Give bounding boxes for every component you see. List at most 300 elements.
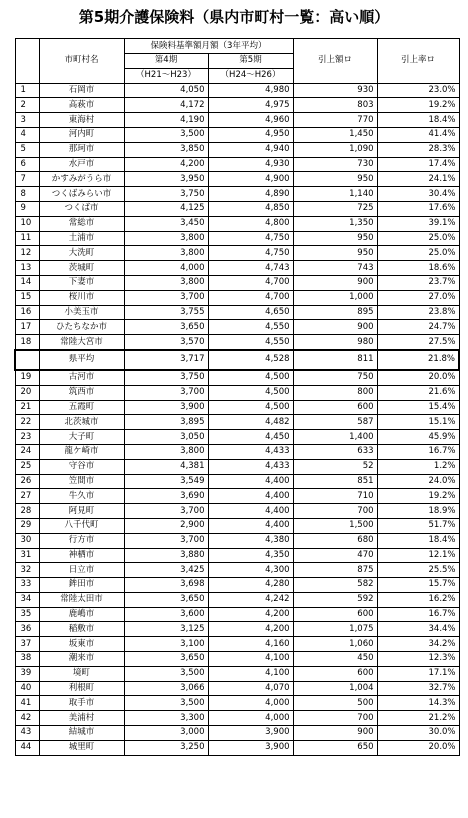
row-number: 29 xyxy=(15,518,39,533)
period4-value: 3,500 xyxy=(124,127,208,142)
row-number: 6 xyxy=(15,157,39,172)
row-number: 24 xyxy=(15,444,39,459)
period5-value: 4,400 xyxy=(208,504,293,519)
municipality-name: 土浦市 xyxy=(39,231,124,246)
period5-value: 4,550 xyxy=(208,335,293,350)
row-number: 28 xyxy=(15,504,39,519)
increase-value: 1,400 xyxy=(293,430,377,445)
row-number: 36 xyxy=(15,622,39,637)
period4-value: 4,200 xyxy=(124,157,208,172)
period5-value: 4,380 xyxy=(208,533,293,548)
municipality-name: 東海村 xyxy=(39,113,124,128)
increase-value: 587 xyxy=(293,415,377,430)
header-increase: 引上額ロ xyxy=(293,39,377,84)
rate-value: 18.9% xyxy=(377,504,459,519)
table-row xyxy=(15,305,459,320)
municipality-name: ひたちなか市 xyxy=(39,320,124,335)
row-number: 40 xyxy=(15,681,39,696)
rate-value: 20.0% xyxy=(377,740,459,755)
table-row xyxy=(15,83,459,98)
period5-value: 4,700 xyxy=(208,290,293,305)
period4-value: 3,549 xyxy=(124,474,208,489)
increase-value: 52 xyxy=(293,459,377,474)
municipality-name: 神栖市 xyxy=(39,548,124,563)
period5-value: 4,100 xyxy=(208,652,293,667)
table-row xyxy=(15,622,459,637)
period4-value: 3,250 xyxy=(124,740,208,755)
header-period4-range: （H21～H23） xyxy=(124,68,208,83)
rate-value: 18.4% xyxy=(377,113,459,128)
table-row xyxy=(15,533,459,548)
increase-value: 1,090 xyxy=(293,142,377,157)
increase-value: 700 xyxy=(293,504,377,519)
header-base-group: 保険料基準額月額（3年平均） xyxy=(124,39,293,54)
increase-value: 730 xyxy=(293,157,377,172)
period5-value: 4,433 xyxy=(208,444,293,459)
increase-value: 600 xyxy=(293,400,377,415)
municipality-name: 城里町 xyxy=(39,740,124,755)
municipality-name: 阿見町 xyxy=(39,504,124,519)
row-number: 16 xyxy=(15,305,39,320)
rate-value: 23.0% xyxy=(377,83,459,98)
period5-value: 4,433 xyxy=(208,459,293,474)
increase-value: 710 xyxy=(293,489,377,504)
period5-value: 4,160 xyxy=(208,637,293,652)
row-number: 13 xyxy=(15,261,39,276)
rate-value: 27.5% xyxy=(377,335,459,350)
row-number: 9 xyxy=(15,201,39,216)
municipality-name: 古河市 xyxy=(39,370,124,385)
municipality-name: 鉾田市 xyxy=(39,578,124,593)
period5-value: 4,400 xyxy=(208,518,293,533)
period4-value: 3,950 xyxy=(124,172,208,187)
period5-value: 4,975 xyxy=(208,98,293,113)
period5-value: 4,350 xyxy=(208,548,293,563)
municipality-name: 八千代町 xyxy=(39,518,124,533)
table-row xyxy=(15,592,459,607)
header-period5-range: （H24～H26） xyxy=(208,68,293,83)
municipality-name: 水戸市 xyxy=(39,157,124,172)
table-row xyxy=(15,489,459,504)
table-row xyxy=(15,726,459,741)
municipality-name: 五霞町 xyxy=(39,400,124,415)
rate-value: 19.2% xyxy=(377,98,459,113)
table-row xyxy=(15,142,459,157)
table-row xyxy=(15,370,459,385)
rate-value: 15.7% xyxy=(377,578,459,593)
municipality-name: 茨城町 xyxy=(39,261,124,276)
rate-value: 21.2% xyxy=(377,711,459,726)
period5-value: 4,280 xyxy=(208,578,293,593)
row-number: 25 xyxy=(15,459,39,474)
period5-value: 4,400 xyxy=(208,474,293,489)
table-row xyxy=(15,666,459,681)
period4-value: 3,066 xyxy=(124,681,208,696)
period5-value: 4,900 xyxy=(208,172,293,187)
table-row xyxy=(15,98,459,113)
row-number: 2 xyxy=(15,98,39,113)
period5-value: 4,890 xyxy=(208,187,293,202)
table-row xyxy=(15,474,459,489)
increase-value: 851 xyxy=(293,474,377,489)
row-number: 35 xyxy=(15,607,39,622)
municipality-name: 常総市 xyxy=(39,216,124,231)
period4-value: 3,450 xyxy=(124,216,208,231)
increase-value: 592 xyxy=(293,592,377,607)
period5-value: 4,850 xyxy=(208,201,293,216)
period5-value: 4,300 xyxy=(208,563,293,578)
row-number: 3 xyxy=(15,113,39,128)
table-row xyxy=(15,172,459,187)
table-row xyxy=(15,113,459,128)
municipality-name: 桜川市 xyxy=(39,290,124,305)
average-name: 県平均 xyxy=(39,350,124,370)
row-number: 41 xyxy=(15,696,39,711)
table-header xyxy=(15,39,459,84)
period5-value: 4,750 xyxy=(208,246,293,261)
row-number: 8 xyxy=(15,187,39,202)
increase-value: 750 xyxy=(293,370,377,385)
rate-value: 41.4% xyxy=(377,127,459,142)
period5-value: 3,900 xyxy=(208,740,293,755)
period5-value: 4,750 xyxy=(208,231,293,246)
period4-value: 3,800 xyxy=(124,275,208,290)
rate-value: 25.0% xyxy=(377,231,459,246)
row-number: 19 xyxy=(15,370,39,385)
table-row xyxy=(15,696,459,711)
rate-value: 23.7% xyxy=(377,275,459,290)
period5-value: 4,500 xyxy=(208,385,293,400)
row-number: 1 xyxy=(15,83,39,98)
row-number: 7 xyxy=(15,172,39,187)
increase-value: 650 xyxy=(293,740,377,755)
rate-value: 18.4% xyxy=(377,533,459,548)
page-title: 第5期介護保険料（県内市町村一覧：高い順） xyxy=(78,8,390,26)
rate-value: 45.9% xyxy=(377,430,459,445)
table-row xyxy=(15,385,459,400)
table-row xyxy=(15,415,459,430)
period4-value: 4,381 xyxy=(124,459,208,474)
rate-value: 24.7% xyxy=(377,320,459,335)
row-number: 37 xyxy=(15,637,39,652)
period5-value: 4,000 xyxy=(208,696,293,711)
period5-value: 4,482 xyxy=(208,415,293,430)
table-row xyxy=(15,681,459,696)
period4-value: 2,900 xyxy=(124,518,208,533)
municipality-name: 龍ケ崎市 xyxy=(39,444,124,459)
table-row xyxy=(15,275,459,290)
period4-value: 3,570 xyxy=(124,335,208,350)
period5-value: 4,800 xyxy=(208,216,293,231)
period5-value: 4,650 xyxy=(208,305,293,320)
increase-value: 700 xyxy=(293,711,377,726)
municipality-name: 坂東市 xyxy=(39,637,124,652)
period5-value: 4,500 xyxy=(208,370,293,385)
row-number: 12 xyxy=(15,246,39,261)
row-number: 32 xyxy=(15,563,39,578)
increase-value: 450 xyxy=(293,652,377,667)
municipality-name: 行方市 xyxy=(39,533,124,548)
period4-value: 3,800 xyxy=(124,444,208,459)
increase-value: 600 xyxy=(293,607,377,622)
period4-value: 3,600 xyxy=(124,607,208,622)
municipality-name: 稲敷市 xyxy=(39,622,124,637)
increase-value: 1,004 xyxy=(293,681,377,696)
average-period5: 4,528 xyxy=(208,350,293,370)
municipality-name: 那珂市 xyxy=(39,142,124,157)
header-municipality: 市町村名 xyxy=(39,39,124,84)
increase-value: 950 xyxy=(293,246,377,261)
rate-value: 51.7% xyxy=(377,518,459,533)
increase-value: 582 xyxy=(293,578,377,593)
average-period4: 3,717 xyxy=(124,350,208,370)
increase-value: 1,500 xyxy=(293,518,377,533)
municipality-name: 高萩市 xyxy=(39,98,124,113)
table-row xyxy=(15,504,459,519)
table-row xyxy=(15,652,459,667)
municipality-name: 鹿嶋市 xyxy=(39,607,124,622)
table-row xyxy=(15,430,459,445)
municipality-name: つくば市 xyxy=(39,201,124,216)
period5-value: 4,000 xyxy=(208,711,293,726)
period5-value: 4,242 xyxy=(208,592,293,607)
rate-value: 34.2% xyxy=(377,637,459,652)
period4-value: 3,650 xyxy=(124,592,208,607)
table-row xyxy=(15,740,459,755)
table-row xyxy=(15,711,459,726)
row-number: 31 xyxy=(15,548,39,563)
table-row xyxy=(15,231,459,246)
average-row xyxy=(15,350,459,370)
period5-value: 4,400 xyxy=(208,489,293,504)
row-number: 10 xyxy=(15,216,39,231)
table-row xyxy=(15,400,459,415)
increase-value: 470 xyxy=(293,548,377,563)
table-body-bottom xyxy=(15,370,459,755)
increase-value: 950 xyxy=(293,231,377,246)
rate-value: 15.1% xyxy=(377,415,459,430)
municipality-name: 美浦村 xyxy=(39,711,124,726)
period4-value: 3,300 xyxy=(124,711,208,726)
table-row xyxy=(15,187,459,202)
row-number: 21 xyxy=(15,400,39,415)
period4-value: 4,125 xyxy=(124,201,208,216)
period4-value: 3,895 xyxy=(124,415,208,430)
table-row xyxy=(15,335,459,350)
municipality-name: 笠間市 xyxy=(39,474,124,489)
rate-value: 28.3% xyxy=(377,142,459,157)
municipality-name: 牛久市 xyxy=(39,489,124,504)
table-row xyxy=(15,201,459,216)
municipality-name: つくばみらい市 xyxy=(39,187,124,202)
municipality-name: 石岡市 xyxy=(39,83,124,98)
rate-value: 17.1% xyxy=(377,666,459,681)
period4-value: 3,125 xyxy=(124,622,208,637)
header-period4: 第4期 xyxy=(124,54,208,69)
municipality-name: 下妻市 xyxy=(39,275,124,290)
rate-value: 24.0% xyxy=(377,474,459,489)
rate-value: 34.4% xyxy=(377,622,459,637)
average-section xyxy=(15,350,459,370)
period5-value: 4,700 xyxy=(208,275,293,290)
period5-value: 4,960 xyxy=(208,113,293,128)
average-no xyxy=(15,350,39,370)
increase-value: 875 xyxy=(293,563,377,578)
municipality-name: 筑西市 xyxy=(39,385,124,400)
period4-value: 3,650 xyxy=(124,652,208,667)
period5-value: 4,930 xyxy=(208,157,293,172)
increase-value: 1,060 xyxy=(293,637,377,652)
period5-value: 4,550 xyxy=(208,320,293,335)
increase-value: 900 xyxy=(293,320,377,335)
period5-value: 4,450 xyxy=(208,430,293,445)
period4-value: 3,750 xyxy=(124,187,208,202)
period4-value: 3,700 xyxy=(124,504,208,519)
table-row xyxy=(15,246,459,261)
row-number: 18 xyxy=(15,335,39,350)
row-number: 20 xyxy=(15,385,39,400)
table-row xyxy=(15,290,459,305)
increase-value: 930 xyxy=(293,83,377,98)
period5-value: 4,950 xyxy=(208,127,293,142)
period4-value: 4,172 xyxy=(124,98,208,113)
table-row xyxy=(15,563,459,578)
average-rate: 21.8% xyxy=(377,350,459,370)
period5-value: 4,940 xyxy=(208,142,293,157)
period4-value: 3,698 xyxy=(124,578,208,593)
table-row xyxy=(15,518,459,533)
rate-value: 32.7% xyxy=(377,681,459,696)
period5-value: 4,980 xyxy=(208,83,293,98)
rate-value: 1.2% xyxy=(377,459,459,474)
rate-value: 19.2% xyxy=(377,489,459,504)
rate-value: 17.4% xyxy=(377,157,459,172)
period5-value: 4,200 xyxy=(208,622,293,637)
period5-value: 4,743 xyxy=(208,261,293,276)
rate-value: 39.1% xyxy=(377,216,459,231)
rate-value: 21.6% xyxy=(377,385,459,400)
row-number: 44 xyxy=(15,740,39,755)
municipality-name: 北茨城市 xyxy=(39,415,124,430)
rate-value: 30.4% xyxy=(377,187,459,202)
increase-value: 680 xyxy=(293,533,377,548)
period4-value: 3,750 xyxy=(124,370,208,385)
period4-value: 3,700 xyxy=(124,290,208,305)
increase-value: 633 xyxy=(293,444,377,459)
increase-value: 1,140 xyxy=(293,187,377,202)
increase-value: 1,350 xyxy=(293,216,377,231)
rate-value: 23.8% xyxy=(377,305,459,320)
table-row xyxy=(15,444,459,459)
table-row xyxy=(15,127,459,142)
municipality-name: 利根町 xyxy=(39,681,124,696)
table-row xyxy=(15,157,459,172)
row-number: 43 xyxy=(15,726,39,741)
rate-value: 30.0% xyxy=(377,726,459,741)
municipality-name: 常陸太田市 xyxy=(39,592,124,607)
municipality-name: 守谷市 xyxy=(39,459,124,474)
rate-value: 20.0% xyxy=(377,370,459,385)
increase-value: 743 xyxy=(293,261,377,276)
municipality-name: 結城市 xyxy=(39,726,124,741)
period4-value: 3,500 xyxy=(124,666,208,681)
rate-value: 17.6% xyxy=(377,201,459,216)
rate-value: 12.3% xyxy=(377,652,459,667)
row-number: 11 xyxy=(15,231,39,246)
period4-value: 4,190 xyxy=(124,113,208,128)
municipality-name: 潮来市 xyxy=(39,652,124,667)
period4-value: 4,050 xyxy=(124,83,208,98)
row-number: 39 xyxy=(15,666,39,681)
row-number: 38 xyxy=(15,652,39,667)
municipality-name: 大子町 xyxy=(39,430,124,445)
period5-value: 4,100 xyxy=(208,666,293,681)
increase-value: 895 xyxy=(293,305,377,320)
table-row xyxy=(15,216,459,231)
period4-value: 3,000 xyxy=(124,726,208,741)
header-period5: 第5期 xyxy=(208,54,293,69)
increase-value: 900 xyxy=(293,275,377,290)
rate-value: 16.7% xyxy=(377,444,459,459)
table-row xyxy=(15,637,459,652)
period4-value: 3,880 xyxy=(124,548,208,563)
table-row xyxy=(15,578,459,593)
row-number: 5 xyxy=(15,142,39,157)
municipality-name: 常陸大宮市 xyxy=(39,335,124,350)
increase-value: 1,000 xyxy=(293,290,377,305)
period4-value: 3,690 xyxy=(124,489,208,504)
row-number: 30 xyxy=(15,533,39,548)
rate-value: 16.2% xyxy=(377,592,459,607)
rate-value: 15.4% xyxy=(377,400,459,415)
row-number: 33 xyxy=(15,578,39,593)
row-number: 17 xyxy=(15,320,39,335)
period4-value: 3,755 xyxy=(124,305,208,320)
table-row xyxy=(15,459,459,474)
header-no xyxy=(15,39,39,84)
increase-value: 900 xyxy=(293,726,377,741)
rate-value: 25.5% xyxy=(377,563,459,578)
municipality-name: かすみがうら市 xyxy=(39,172,124,187)
row-number: 27 xyxy=(15,489,39,504)
period4-value: 3,050 xyxy=(124,430,208,445)
increase-value: 803 xyxy=(293,98,377,113)
header-rate: 引上率ロ xyxy=(377,39,459,84)
rate-value: 24.1% xyxy=(377,172,459,187)
row-number: 15 xyxy=(15,290,39,305)
row-number: 23 xyxy=(15,430,39,445)
increase-value: 600 xyxy=(293,666,377,681)
increase-value: 950 xyxy=(293,172,377,187)
row-number: 14 xyxy=(15,275,39,290)
increase-value: 725 xyxy=(293,201,377,216)
period4-value: 3,800 xyxy=(124,231,208,246)
period4-value: 3,850 xyxy=(124,142,208,157)
period4-value: 3,800 xyxy=(124,246,208,261)
period4-value: 3,700 xyxy=(124,533,208,548)
municipality-name: 河内町 xyxy=(39,127,124,142)
increase-value: 1,075 xyxy=(293,622,377,637)
period5-value: 4,200 xyxy=(208,607,293,622)
rate-value: 27.0% xyxy=(377,290,459,305)
period4-value: 3,500 xyxy=(124,696,208,711)
row-number: 26 xyxy=(15,474,39,489)
increase-value: 800 xyxy=(293,385,377,400)
average-increase: 811 xyxy=(293,350,377,370)
municipality-name: 取手市 xyxy=(39,696,124,711)
table-row xyxy=(15,548,459,563)
increase-value: 980 xyxy=(293,335,377,350)
